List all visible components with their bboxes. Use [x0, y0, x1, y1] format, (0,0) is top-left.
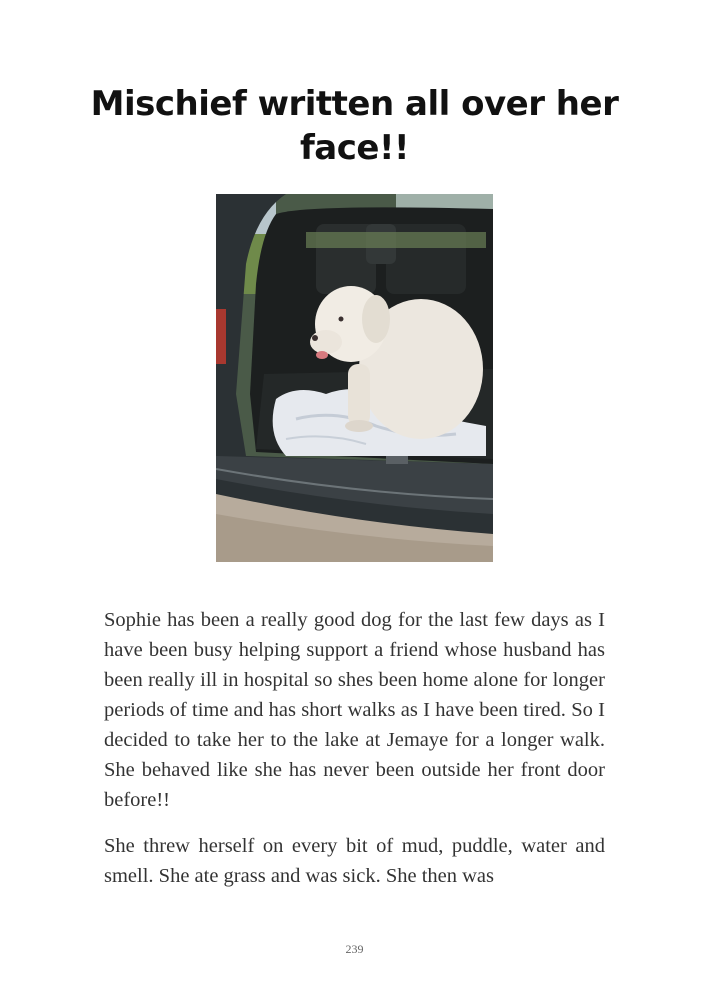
paragraph: Sophie has been a really good dog for the last few days as I have been busy helping support a friend whose husband has been really ill in hospital so shes been home alone for longer periods of time and has short walks as I have been tired. So I decided to take her to the lake at Jemaye for a longer walk. She behaved like she has never been outside her front door before!!	[104, 609, 605, 811]
body-text	[104, 605, 605, 907]
page-title: Mischief written all over her face!!	[90, 84, 619, 168]
paragraph: She threw herself on every bit of mud, puddle, water and smell. She ate grass and was sick. She then was	[104, 835, 605, 887]
page-number: 239	[345, 942, 364, 956]
dog-in-car-boot-photo	[216, 194, 493, 562]
